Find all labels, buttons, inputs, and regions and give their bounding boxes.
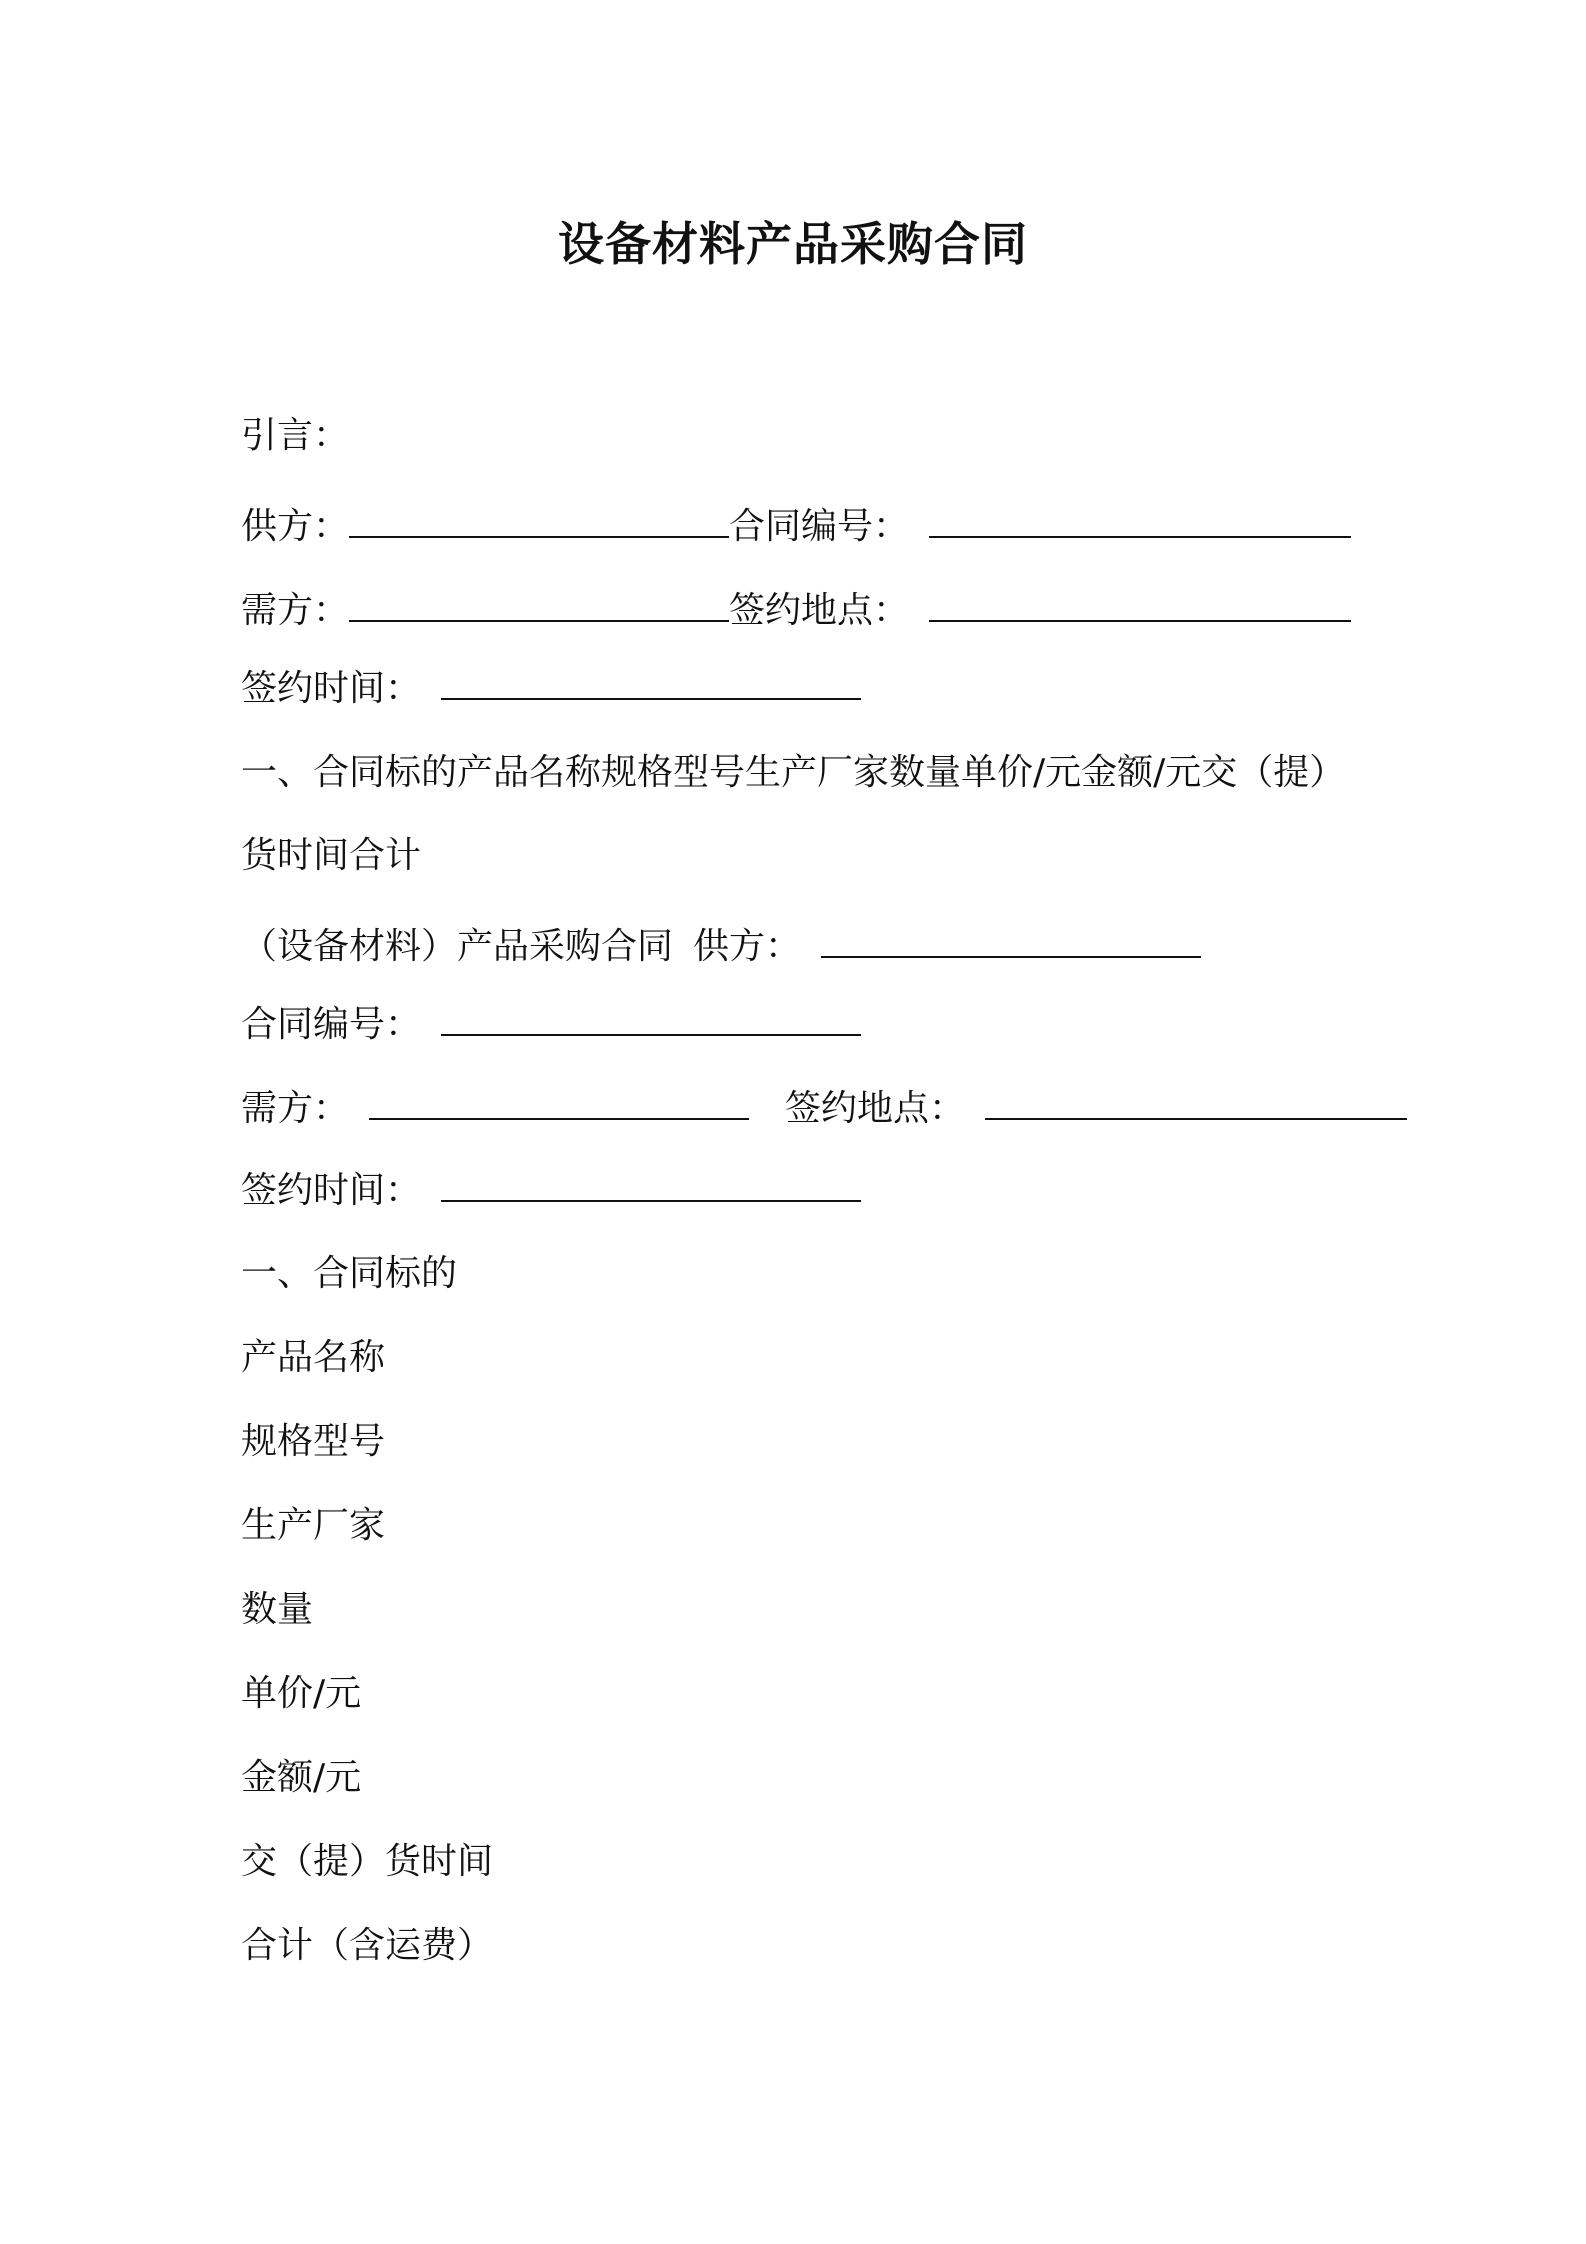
sign-place-blank: [929, 586, 1351, 622]
block1-row-buyer: [241, 586, 1351, 635]
block2-row-heading: [241, 922, 1201, 971]
block1-row-supplier: [241, 502, 1351, 551]
field-product-name: 产品名称: [241, 1337, 386, 1378]
block2-buyer-label: 需方：: [241, 1088, 350, 1129]
block1-row-sign-time: [241, 664, 861, 713]
buyer-blank: [349, 586, 729, 622]
block2-sign-time-label: 签约时间：: [241, 1170, 422, 1211]
document-title: 设备材料产品采购合同: [558, 217, 1028, 271]
field-total: 合计（含运费）: [241, 1925, 494, 1966]
block2-supplier-label: 供方：: [693, 926, 802, 967]
section1-text-line1: 一、合同标的产品名称规格型号生产厂家数量单价/元金额/元交（提）: [241, 752, 1346, 793]
sign-time-blank: [441, 664, 861, 700]
section1-heading: 一、合同标的: [241, 1253, 458, 1294]
field-manufacturer: 生产厂家: [241, 1505, 386, 1546]
contract-no-blank: [929, 502, 1351, 538]
block2-sign-place-label: 签约地点：: [785, 1088, 966, 1129]
block2-row-buyer: [241, 1084, 1407, 1133]
block2-contract-no-label: 合同编号：: [241, 1004, 422, 1045]
buyer-label: 需方：: [241, 590, 350, 631]
sign-place-label: 签约地点：: [729, 590, 910, 631]
block2-row-sign-time: [241, 1166, 861, 1215]
field-amount: 金额/元: [241, 1757, 362, 1798]
block2-buyer-blank: [369, 1084, 749, 1120]
field-delivery-time: 交（提）货时间: [241, 1841, 494, 1882]
supplier-label: 供方：: [241, 506, 350, 547]
sign-time-label: 签约时间：: [241, 668, 422, 709]
field-quantity: 数量: [241, 1589, 314, 1630]
contract-no-label: 合同编号：: [729, 506, 910, 547]
block2-supplier-blank: [821, 922, 1201, 958]
block2-row-contract-no: [241, 1000, 861, 1049]
section1-text-line2: 货时间合计: [241, 835, 422, 876]
field-unit-price: 单价/元: [241, 1673, 362, 1714]
block2-sign-place-blank: [985, 1084, 1407, 1120]
block2-contract-no-blank: [441, 1000, 861, 1036]
block2-sign-time-blank: [441, 1166, 861, 1202]
intro-label: 引言：: [241, 415, 350, 456]
supplier-blank: [349, 502, 729, 538]
field-spec-model: 规格型号: [241, 1421, 386, 1462]
block2-heading: （设备材料）产品采购合同: [241, 926, 674, 967]
